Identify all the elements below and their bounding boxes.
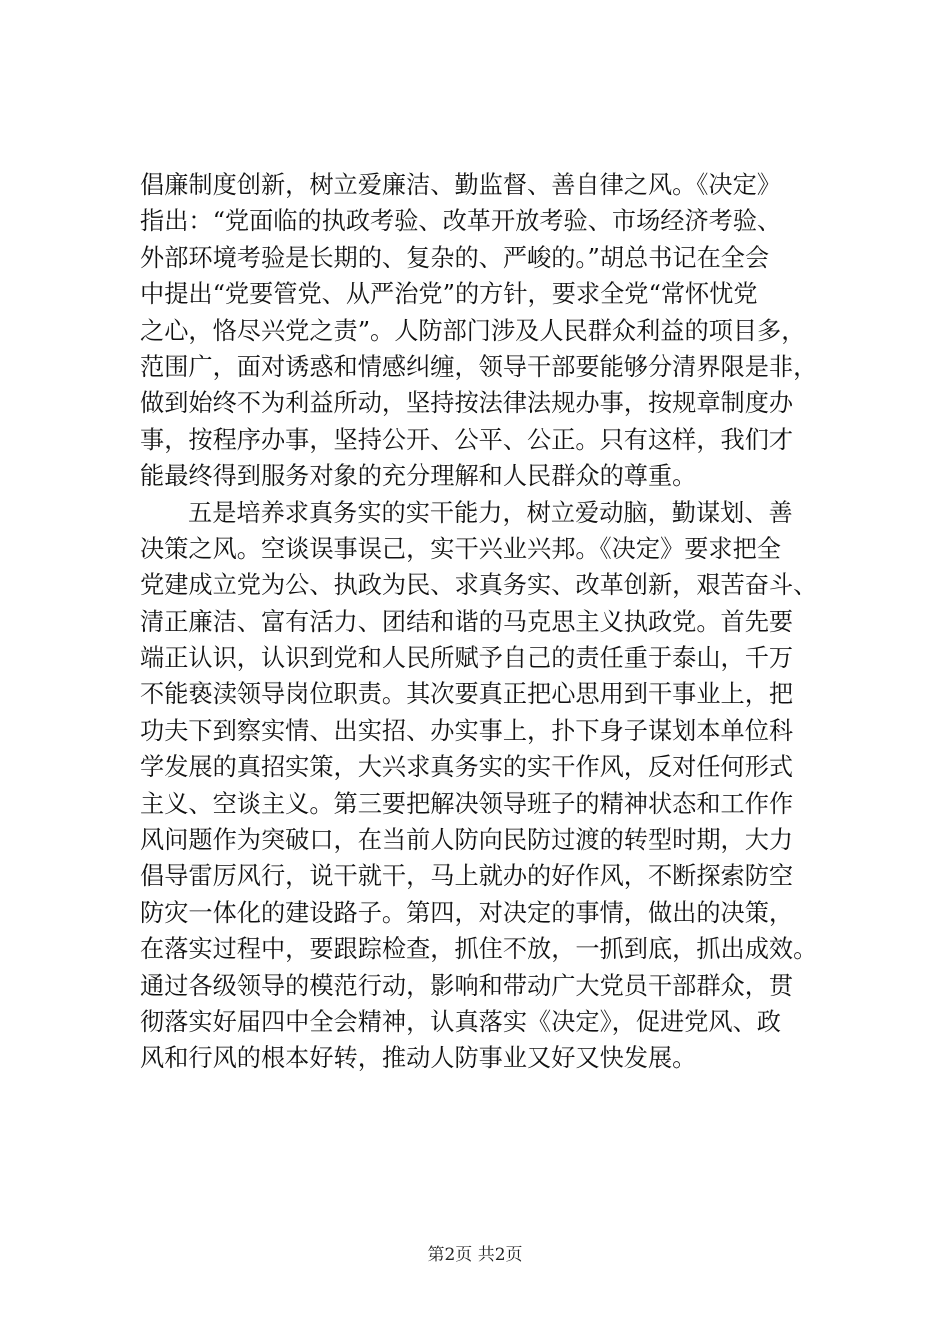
text-line: 彻落实好届四中全会精神，认真落实《决定》，促进党风、政	[140, 1007, 781, 1036]
text-line: 倡导雷厉风行，说干就干，马上就办的好作风，不断探索防空	[140, 862, 794, 891]
text-line: 防灾一体化的建设路子。第四，对决定的事情，做出的决策，	[140, 898, 794, 927]
paragraph-start-line: 五是培养求真务实的实干能力，树立爱动脑，勤谋划、善	[188, 498, 793, 527]
text-line: 指出：“党面临的执政考验、改革开放考验、市场经济考验、	[140, 207, 782, 236]
text-line: 风问题作为突破口，在当前人防向民防过渡的转型时期，大力	[140, 826, 794, 855]
text-line: 党建成立党为公、执政为民、求真务实、改革创新，艰苦奋斗、	[140, 571, 818, 600]
text-line: 之心，恪尽兴党之责”。人防部门涉及人民群众利益的项目多，	[140, 316, 806, 345]
text-line: 做到始终不为利益所动，坚持按法律法规办事，按规章制度办	[140, 389, 794, 418]
text-line: 在落实过程中，要跟踪检查，抓住不放，一抓到底，抓出成效。	[140, 935, 818, 964]
text-line: 倡廉制度创新，树立爱廉洁、勤监督、善自律之风。《决定》	[140, 171, 781, 199]
page-number-footer: 第2页 共2页	[427, 1245, 523, 1265]
text-line: 决策之风。空谈误事误己，实干兴业兴邦。《决定》要求把全	[140, 534, 781, 563]
text-line: 风和行风的根本好转，推动人防事业又好又快发展。	[140, 1044, 697, 1073]
text-line: 中提出“党要管党、从严治党”的方针，要求全党“常怀忧党	[140, 280, 758, 309]
text-line: 端正认识，认识到党和人民所赋予自己的责任重于泰山，千万	[140, 644, 794, 673]
body-text	[140, 167, 840, 1077]
text-line: 事，按程序办事，坚持公开、公平、公正。只有这样，我们才	[140, 425, 794, 454]
text-line: 清正廉洁、富有活力、团结和谐的马克思主义执政党。首先要	[140, 607, 794, 636]
text-line: 功夫下到察实情、出实招、办实事上，扑下身子谋划本单位科	[140, 716, 794, 745]
text-line: 能最终得到服务对象的充分理解和人民群众的尊重。	[140, 462, 697, 491]
text-line: 主义、空谈主义。第三要把解决领导班子的精神状态和工作作	[140, 789, 794, 818]
text-line: 不能亵渎领导岗位职责。其次要真正把心思用到干事业上，把	[140, 680, 794, 709]
text-line: 范围广，面对诱惑和情感纠缠，领导干部要能够分清界限是非，	[140, 352, 818, 381]
text-line: 外部环境考验是长期的、复杂的、严峻的。”胡总书记在全会	[140, 243, 770, 272]
text-line: 通过各级领导的模范行动，影响和带动广大党员干部群众，贯	[140, 971, 794, 1000]
text-line: 学发展的真招实策，大兴求真务实的实干作风，反对任何形式	[140, 753, 794, 782]
